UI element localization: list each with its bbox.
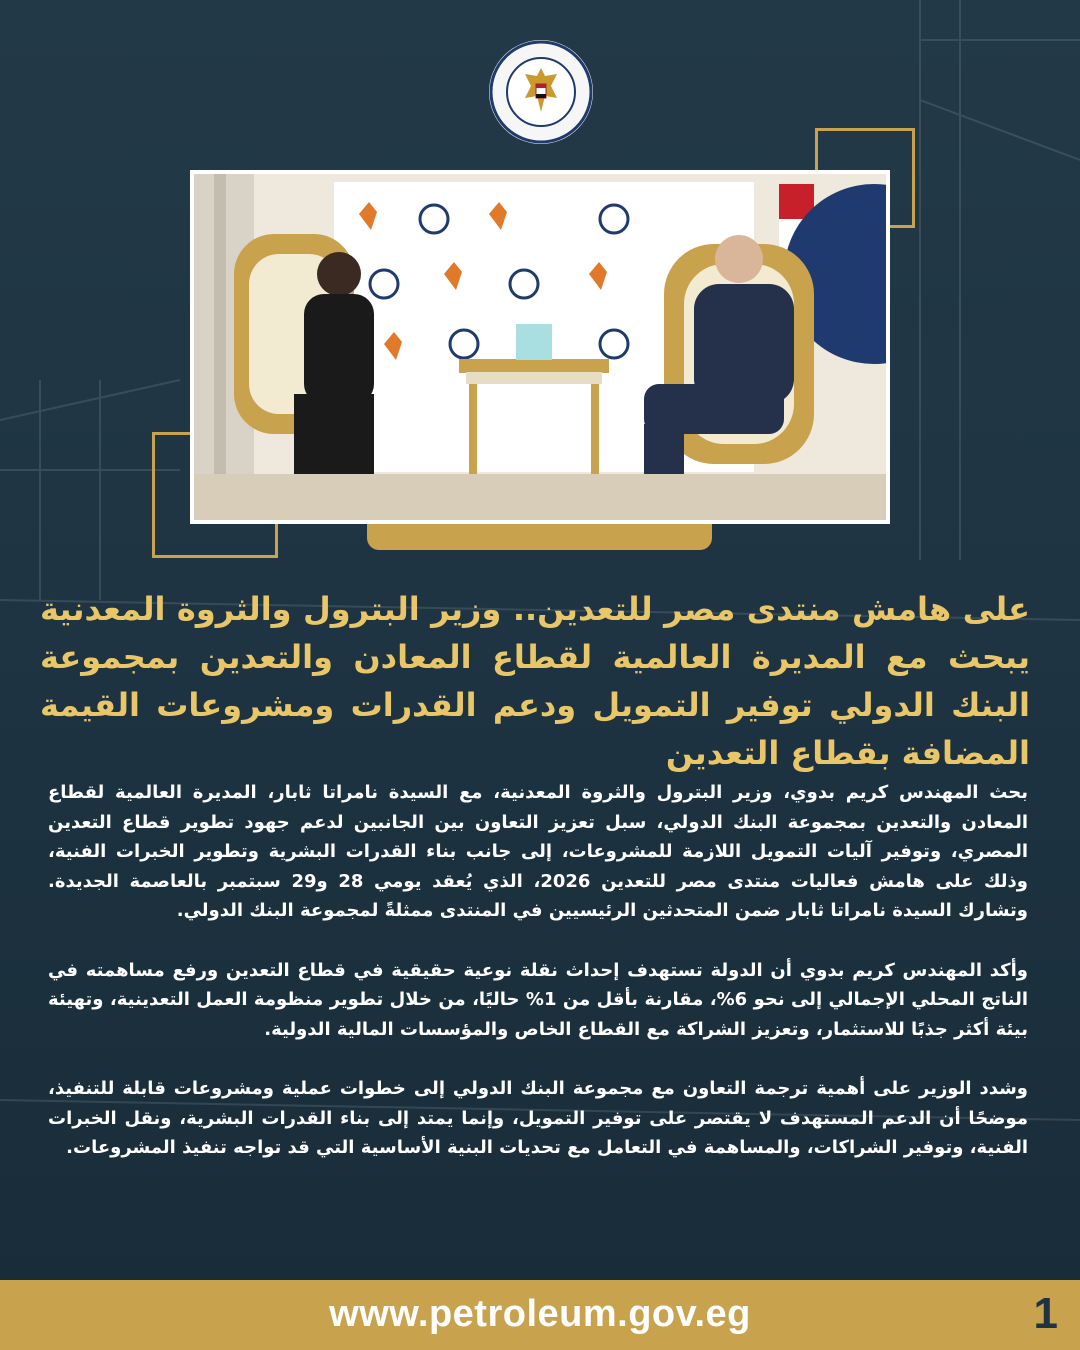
website-link[interactable]: www.petroleum.gov.eg (329, 1293, 751, 1335)
footer-bar (0, 1280, 1080, 1350)
paragraph-3: وشدد الوزير على أهمية ترجمة التعاون مع مجموعة البنك الدولي إلى خطوات عملية ومشروعات قابلة للتنفيذ، موضحًا أن الدعم المستهدف لا يقتصر على توفير التمويل، وإنما يمتد إلى بناء القدرات البشرية، ونقل الخبرات الفنية، وتوفير الشراكات، والمساهمة في التعامل مع تحديات البنية الأساسية التي قد تواجه تنفيذ المشروعات. (48, 1078, 1028, 1158)
article-body (48, 778, 1028, 1193)
headline: على هامش منتدى مصر للتعدين.. وزير البترول والثروة المعدنية يبحث مع المديرة العالمية لقطاع المعادن والتعدين بمجموعة البنك الدولي توفير التمويل ودعم القدرات ومشروعات القيمة المضافة بقطاع التعدين (40, 590, 1030, 772)
meeting-photo (190, 170, 890, 524)
ministry-logo (487, 38, 595, 146)
paragraph-2: وأكد المهندس كريم بدوي أن الدولة تستهدف إحداث نقلة نوعية حقيقية في قطاع التعدين ورفع مساهمته في الناتج المحلي الإجمالي إلى نحو 6%، مقارنة بأقل من 1% حاليًا، من خلال تطوير منظومة العمل التعدينية، وتهيئة بيئة أكثر جذبًا للاستثمار، وتعزيز الشراكة مع القطاع الخاص والمؤسسات المالية الدولية. (48, 959, 1028, 1040)
paragraph-1: بحث المهندس كريم بدوي، وزير البترول والثروة المعدنية، مع السيدة نامراتا ثابار، المديرة العالمية لقطاع المعادن والتعدين بمجموعة البنك الدولي، سبل تعزيز التعاون بين الجانبين لدعم جهود تطوير قطاع التعدين المصري، وتوفير آليات التمويل اللازمة للمشروعات، إلى جانب بناء القدرات البشرية وتطوير الخبرات الفنية، وذلك على هامش فعاليات منتدى مصر للتعدين 2026، الذي يُعقد يومي 28 و29 سبتمبر بالعاصمة الجديدة. وتشارك السيدة نامراتا ثابار ضمن المتحدثين الرئيسيين في المنتدى ممثلةً لمجموعة البنك الدولي. (48, 782, 1028, 921)
page-number: 1 (1033, 1289, 1058, 1338)
